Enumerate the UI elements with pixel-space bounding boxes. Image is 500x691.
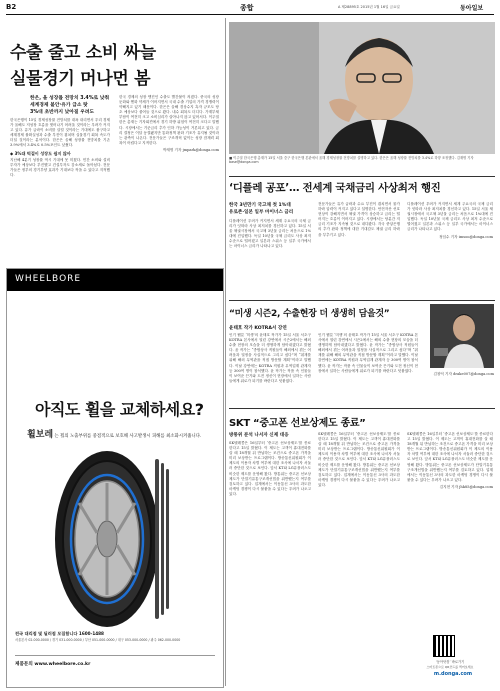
- story4-body-1-text: SK텔레콤은 16일부터 ‘중고폰 선보상제도’를 종료한다고 15일 밝혔다. 이 제도는 고객이 휴대전화를 살 때 18개월 뒤 반납하는 조건으로 중고폰 가격을 미리 보상받는 프로그램이다. 방송통신위원회가 이 제도의 이용자 차별 여부에 대한 조사에 나서자 서둘러 중단한 것으로 보인다. 앞서 KT와 LG유플러스도 비슷한 제도를 운영해 왔다. 방통위는 중고폰 선보상제도가 단말기유통구조개선법을 위반했는지 여부를 검토하고 있다. 업계에서는 이동통신 3사의 과도한 마케팅 경쟁이 다시 불붙을 수 있다는 우려가 나오고 있다.: [229, 441, 311, 496]
- masthead-brand: 동아일보: [460, 5, 484, 12]
- story3-photo: [430, 304, 494, 368]
- qr-text-1: ‘동아닷컴’ 바로가기: [435, 660, 465, 664]
- story3-body: [229, 333, 311, 401]
- ad-footer-2[interactable]: 제품문의 www.wheelbore.co.kr: [15, 662, 91, 667]
- lead-body-left-text-2: 지난해 4분기 성장률 역시 기대에 못 미쳤다. 민간 소비와 설비투자가 예상보다 부진했고 건설투자도 감소세로 돌아섰다. 전문가들은 정부의 경기부양 효과가 기대보다 작을 수 있다고 지적했다.: [10, 157, 110, 178]
- story4-body-3: [407, 432, 493, 490]
- qr-url[interactable]: m.donga.com: [433, 671, 473, 677]
- story3-headline: “미생 시즌2, 수출현장 더 생생히 담을것”: [229, 309, 390, 319]
- story2-body-2-text: 전문가들은 유가 급락과 수요 부진이 겹치면서 물가 하락 압력이 커지고 있다고 설명한다. 안전자산 선호 현상이 강해지면서 채권 가격이 상승하고 금리는 떨어지는 흐름이 이어지고 있다. 시장에서는 당분간 저금리 기조가 지속될 것으로 내다봤다. 각국 중앙은행의 추가 완화 정책에 대한 기대감도 채권 금리 하락을 부추기고 있다.: [318, 202, 400, 237]
- story3-byline: 김창덕 기자 drake007@donga.com: [433, 372, 494, 376]
- header-rule: [6, 14, 494, 15]
- story4-byline: 김지현 기자 jhk85@donga.com: [439, 484, 493, 489]
- story3-body-text: 인기 웹툰 ‘미생’의 윤태호 작가가 15일 서울 서초구 KOTRA 본사에서 열린 강연에서 시즌2에서는 해외 수출 현장의 모습을 더 생생하게 담아내겠다고 밝혔다. 윤 작가는 “종합상사 직원들이 해외에서 겪는 어려움과 열정을 사실적으로 그리고 싶다”며 “취재를 위해 해외 무역관을 직접 방문할 계획”이라고 말했다. 이날 강연에는 KOTRA 직원과 무역업계 관계자 등 300여 명이 참석했다. 윤 작가는 작품 속 인물들이 보여준 끈기와 도전 정신이 현장에서 일하는 사람들에게 위로가 되기를 바란다고 덧붙였다.: [229, 333, 311, 383]
- story4-body-3-text: SK텔레콤은 16일부터 ‘중고폰 선보상제도’를 종료한다고 15일 밝혔다. 이 제도는 고객이 휴대전화를 살 때 18개월 뒤 반납하는 조건으로 중고폰 가격을 미리 보상받는 프로그램이다. 방송통신위원회가 이 제도의 이용자 차별 여부에 대한 조사에 나서자 서둘러 중단한 것으로 보인다. 앞서 KT와 LG유플러스도 비슷한 제도를 운영해 왔다. 방통위는 중고폰 선보상제도가 단말기유통구조개선법을 위반했는지 여부를 검토하고 있다. 업계에서는 이동통신 3사의 과도한 마케팅 경쟁이 다시 불붙을 수 있다는 우려가 나오고 있다.: [407, 432, 494, 482]
- story2-byline: 정임수 기자 imsoo@donga.com: [439, 234, 493, 239]
- story4-headline: SKT “중고폰 선보상제도 종료”: [229, 418, 366, 429]
- story4-rule: [229, 408, 495, 409]
- lead-body-left: [10, 118, 110, 178]
- lead-byline: 박재명 기자 jmpark@donga.com: [162, 147, 219, 152]
- page-number: B2: [6, 3, 17, 11]
- story4-body-2-text: SK텔레콤은 16일부터 ‘중고폰 선보상제도’를 종료한다고 15일 밝혔다. 이 제도는 고객이 휴대전화를 살 때 18개월 뒤 반납하는 조건으로 중고폰 가격을 미리 보상받는 프로그램이다. 방송통신위원회가 이 제도의 이용자 차별 여부에 대한 조사에 나서자 서둘러 중단한 것으로 보인다. 앞서 KT와 LG유플러스도 비슷한 제도를 운영해 왔다. 방통위는 중고폰 선보상제도가 단말기유통구조개선법을 위반했는지 여부를 검토하고 있다. 업계에서는 이동통신 3사의 과도한 마케팅 경쟁이 다시 불붙을 수 있다는 우려가 나오고 있다.: [318, 432, 400, 487]
- ad-footer-contacts: 서울본사 02-000-0000 / 경기 031-000-0000 / 부산 051-000-0000 / 대구 053-000-0000 / 광주 062-000-0000: [15, 638, 181, 642]
- ad-brand-kr: 휠보레: [27, 430, 54, 440]
- story3-rule: [229, 300, 495, 301]
- story2-body-3: [407, 202, 493, 240]
- photo-caption: ■ 이주열 한국은행 총재가 15일 서울 중구 한국은행 본관에서 올해 경제성장률 전망치를 설명하고 있다. 한은은 올해 성장률 전망치를 3.4%로 하향 조정했다. 김재명 기자 base@donga.com: [229, 156, 474, 165]
- tire-illustration: [37, 443, 197, 635]
- lead-body-left-text: 한국은행이 15일 경제성장률 전망치를 대폭 내리면서 우리 경제가 올해도 저성장 흐름을 벗어나기 어려울 것이라는 우려가 커지고 있다. 유가 급락이 소비를 살릴 것이라는 기대에도 불구하고 세계경제 불확실성과 수출 부진이 겹치며 실물경기 회복 속도가 더딜 것이라는 분석이다. 한은은 올해 성장률 전망치를 기존 3.9%에서 3.4%로 0.5%포인트 낮췄다.: [10, 118, 110, 148]
- lead-body-right-text: 한국 경제의 성장 엔진인 수출도 빨간불이 켜졌다. 중국의 성장 둔화와 엔화 약세가 이어지면서 국내 수출 기업의 가격 경쟁력이 약해지고 있기 때문이다. 한은은 올해 경상수지 흑자 규모도 당초 예상보다 줄어들 것으로 봤다. 내수 회복도 더디다. 가계부채 부담이 여전히 크고 소비심리가 살아나지 않고 있어서다.: [119, 95, 219, 120]
- qr-code[interactable]: [434, 636, 454, 656]
- story2-headline: ‘디플레 공포’… 전세계 국채금리 사상최저 행진: [229, 182, 441, 194]
- ad-footer-1: 전국 대리점 및 딜러점 모집합니다 1600-1488: [15, 631, 104, 636]
- story3-body-2-text: 인기 웹툰 ‘미생’의 윤태호 작가가 15일 서울 서초구 KOTRA 본사에서 열린 강연에서 시즌2에서는 해외 수출 현장의 모습을 더 생생하게 담아내겠다고 밝혔다. 윤 작가는 “종합상사 직원들이 해외에서 겪는 어려움과 열정을 사실적으로 그리고 싶다”며 “취재를 위해 해외 무역관을 직접 방문할 계획”이라고 말했다. 이날 강연에는 KOTRA 직원과 무역업계 관계자 등 300여 명이 참석했다. 윤 작가는 작품 속 인물들이 보여준 끈기와 도전 정신이 현장에서 일하는 사람들에게 위로가 되기를 바란다고 덧붙였다.: [318, 333, 418, 373]
- issue-meta: A 제28895호 2015년 1월 16일 금요일: [338, 5, 400, 9]
- wheel-ad[interactable]: [6, 268, 224, 688]
- lead-headline-1: 수출 줄고 소비 싸늘: [10, 43, 156, 63]
- section-label: 종합: [240, 4, 254, 12]
- story3-body-3: [426, 372, 494, 377]
- ad-headline: 아직도 휠을 교체하세요?: [35, 400, 204, 419]
- ad-brand-banner: [7, 269, 223, 291]
- qr-text-2: 스마트폰으로 QR코드를 찍어보세요: [426, 665, 474, 669]
- story4-sub: 방통위 분석 나서자 신제 대응: [229, 433, 289, 438]
- story2-body-2: [318, 202, 400, 238]
- lead-headline-2: 실물경기 머나먼 봄: [10, 69, 151, 89]
- story2-body-3-text: 디플레이션 우려가 커지면서 세계 주요국의 국채 금리가 잇따라 사상 최저치를 경신하고 있다. 15일 서울 채권시장에서 국고채 3년물 금리는 처음으로 1%대에 진입했다. 독일 10년물 국채 금리도 사상 최저 수준으로 떨어졌고 일본과 스위스 등 일부 국가에서는 마이너스 금리가 나타나고 있다.: [407, 202, 493, 232]
- lead-subhead: ◆ 3%대 턱걸이 성장도 쉽지 않아: [10, 150, 71, 156]
- story4-body-1: [229, 441, 311, 681]
- column-divider: [225, 18, 226, 686]
- story2-sub-2: 유로존·일본 일부 마이너스 금리: [229, 210, 294, 215]
- portrait-illustration: [229, 22, 495, 154]
- lead-sub-1: 한은, 올 성장률 전망치 3.4%로 낮춰: [30, 96, 110, 101]
- story2-body-1: 디플레이션 우려가 커지면서 세계 주요국의 국채 금리가 잇따라 사상 최저치를 경신하고 있다. 15일 서울 채권시장에서 국고채 3년물 금리는 처음으로 1%대에 진입했다. 독일 10년물 국채 금리도 사상 최저 수준으로 떨어졌고 일본과 스위스 등 일부 국가에서는 마이너스 금리가 나타나고 있다.: [229, 219, 311, 249]
- news-photo: [229, 22, 495, 154]
- ad-tagline: 는 휠의 노출부위를 중점적으로 보호해 사고발생시 피해를 최소화시켜줍니다.: [54, 434, 202, 439]
- lead-body-right-text-2: 이주열 한은 총재는 기자회견에서 경기 하방 위험이 여전히 크다고 말했다. 시장에서는 기준금리 추가 인하 가능성이 거론되고 있다. 금리 결정은 이달 동결됐지만 통화정책 완화 기조가 유지될 것이라는 관측이 나온다. 전문가들은 구조개혁 없이는 성장 잠재력 회복이 어렵다고 지적한다.: [119, 115, 219, 145]
- ad-tagline-row: [27, 427, 217, 440]
- story3-body-2: [318, 333, 418, 401]
- ad-brand: WHEELBORE: [15, 274, 82, 284]
- story2-sub-1: 한국 3년만기 국고채 첫 1%대: [229, 203, 291, 208]
- ad-footer-rule: [15, 655, 215, 656]
- story3-sub: 윤태호 작가 KOTRA서 강연: [229, 326, 287, 331]
- story2-rule: [229, 176, 495, 177]
- lead-sub-2: 세계경제 불안·유가 급소 탓: [30, 103, 88, 108]
- author-photo-illustration: [430, 304, 494, 368]
- story4-body-2: [318, 432, 400, 680]
- lead-body-right: [119, 95, 219, 153]
- lead-sub-3: 3%대 초반까지 낮아질 우려도: [30, 110, 95, 115]
